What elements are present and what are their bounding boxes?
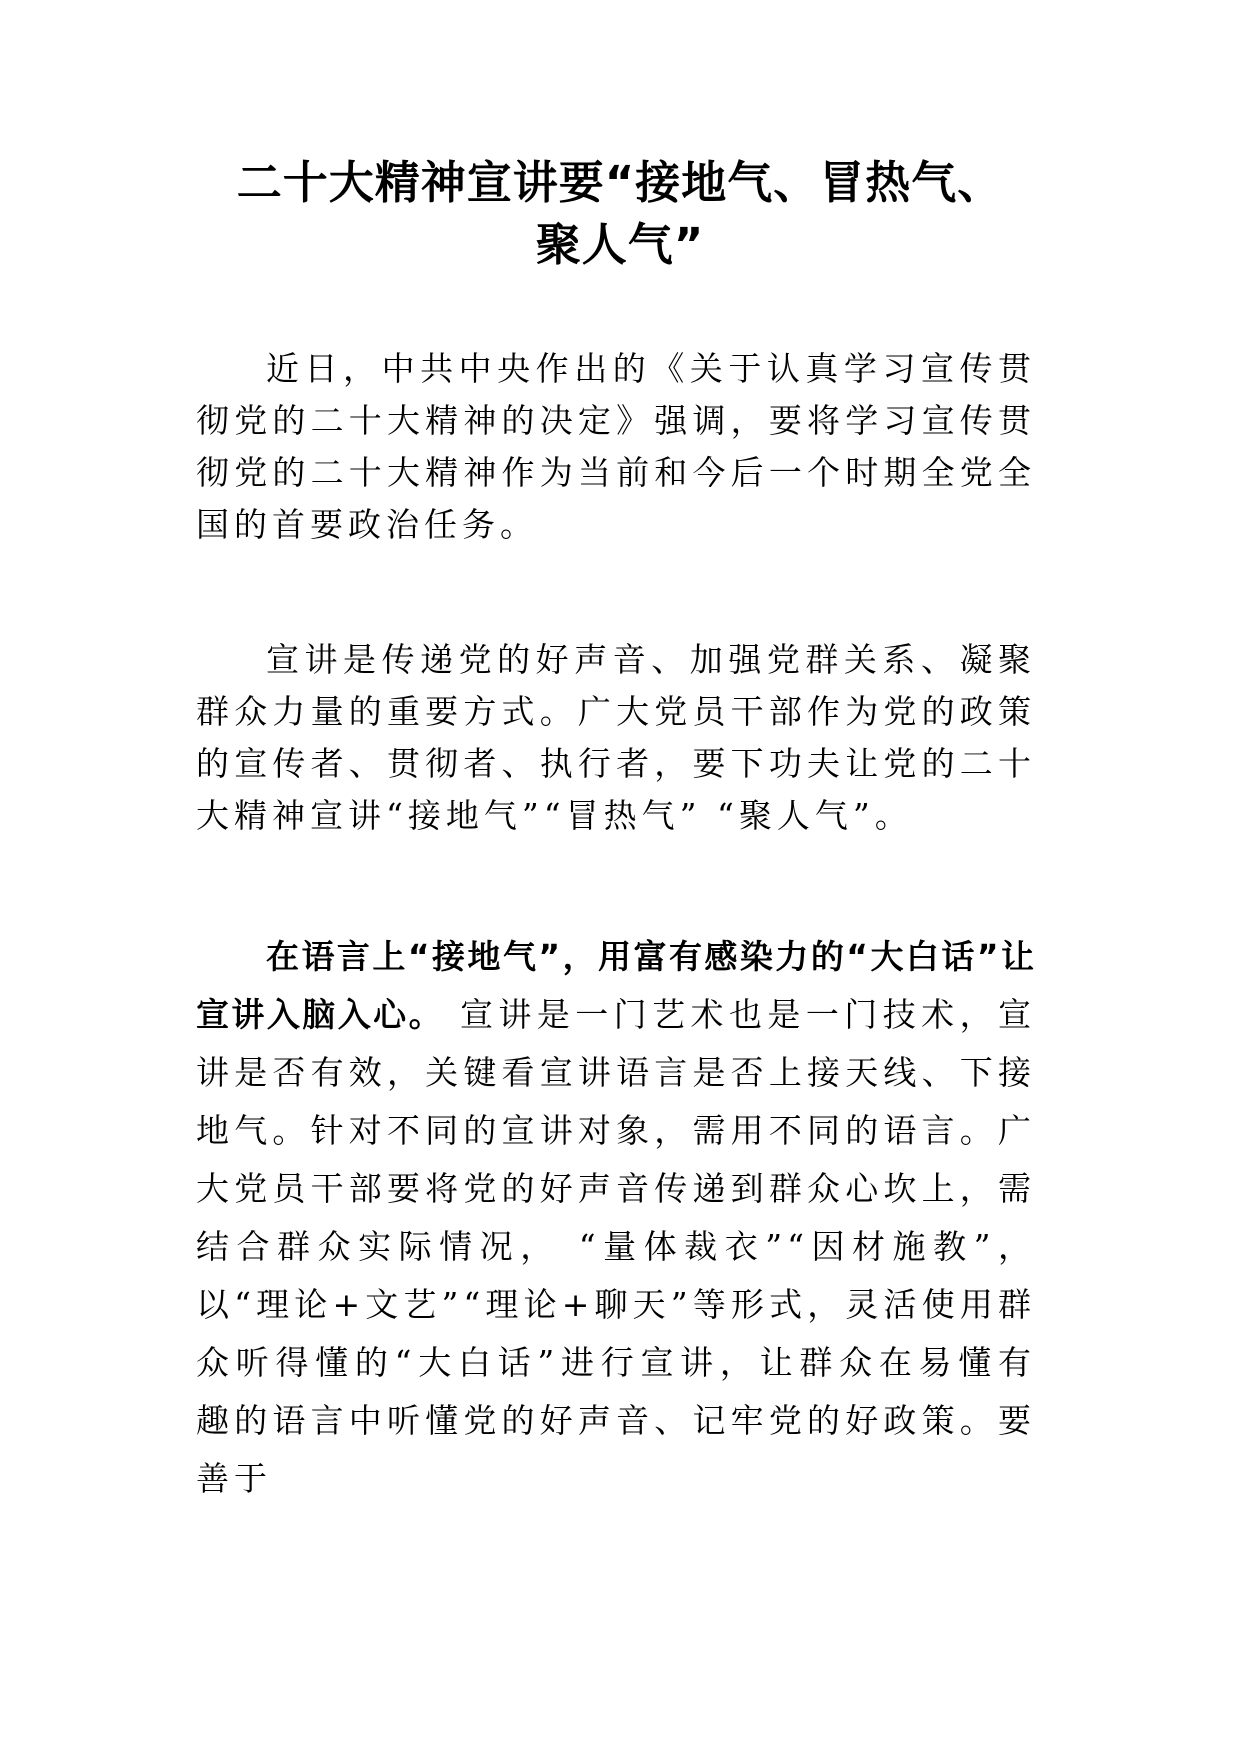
paragraph-lead-heading: 在语言上“接地气”，用富有感染力的“大白话”让宣讲入脑入心。	[196, 937, 1036, 1034]
paragraph-preaching: 宣讲是传递党的好声音、加强党群关系、凝聚群众力量的重要方式。广大党员干部作为党的政策的宣传者、贯彻者、执行者，要下功夫让党的二十大精神宣讲“接地气”“冒热气” “聚人气”。	[196, 640, 1036, 835]
title-line-1: 二十大精神宣讲要“接地气、冒热气、	[236, 156, 1004, 209]
document-title	[190, 152, 1050, 276]
title-line-2: 聚人气”	[535, 218, 705, 271]
paragraph-body-text: 宣讲是一门艺术也是一门技术，宣讲是否有效，关键看宣讲语言是否上接天线、下接地气。针对不同的宣讲对象，需用不同的语言。广大党员干部要将党的好声音传递到群众心坎上，需结合群众实际情况， “量体裁衣”“因材施教”，以“理论+文艺”“理论+聊天”等形式，灵活使用群众听得懂的“大白话”进行宣讲，让群众在易懂有趣的语言中听懂党的好声音、记牢党的好政策。要善于	[196, 995, 1036, 1498]
paragraph-language	[196, 928, 1036, 1508]
paragraph-intro: 近日，中共中央作出的《关于认真学习宣传贯彻党的二十大精神的决定》强调，要将学习宣传贯彻党的二十大精神作为当前和今后一个时期全党全国的首要政治任务。	[196, 349, 1036, 544]
